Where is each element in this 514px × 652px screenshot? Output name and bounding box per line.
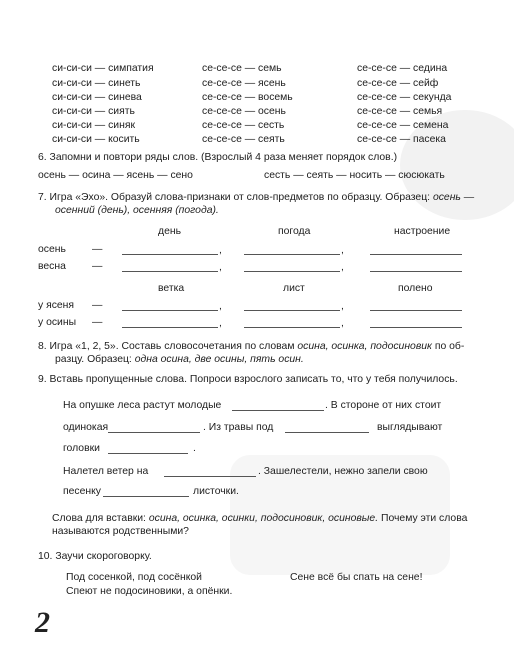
answer-blank[interactable]: [370, 310, 462, 311]
answer-blank[interactable]: [370, 271, 462, 272]
syllable-item: си-си-си — синева: [52, 92, 142, 103]
answer-blank[interactable]: [244, 310, 340, 311]
answer-blank[interactable]: [285, 432, 369, 433]
syllable-item: се-се-се — семья: [357, 106, 443, 117]
header-poleno: полено: [398, 283, 433, 294]
task-9-p1-b: . В стороне от них стоит: [325, 400, 442, 411]
syllable-item: се-се-се — восемь: [202, 92, 293, 103]
syllable-item: се-се-се — седина: [357, 63, 448, 74]
answer-blank[interactable]: [164, 476, 256, 477]
task-7-title-text: 7. Игра «Эхо». Образуй слова-признаки от слов-предметов по образцу. Образец:: [38, 192, 431, 203]
header-vetka: ветка: [158, 283, 185, 294]
answer-blank[interactable]: [370, 254, 462, 255]
comma: ,: [219, 318, 222, 329]
comma: ,: [219, 262, 222, 273]
task-9-title: 9. Вставь пропущенные слова. Попроси взрослого записать то, что у тебя получилось.: [38, 374, 458, 385]
syllable-item: се-се-се — ясень: [202, 78, 286, 89]
comma: ,: [219, 245, 222, 256]
task-9-p4-b: . Зашелестели, нежно запели свою: [258, 466, 428, 477]
task-7-title: [38, 192, 474, 204]
answer-blank[interactable]: [122, 327, 218, 328]
tongue-twister-line-1: Под сосенкой, под сосёнкой: [66, 572, 202, 583]
task-9-p2-b: . Из травы под: [203, 422, 274, 433]
answer-blank[interactable]: [108, 453, 188, 454]
task-8-line-2: [55, 354, 304, 366]
task-9-question: Почему эти слова: [380, 513, 468, 524]
dash: —: [92, 317, 103, 328]
task-9-p3-b: .: [193, 443, 196, 454]
task-9-p3-a: головки: [63, 443, 100, 454]
task-8-example: одна осина, две осины, пять осин.: [134, 354, 304, 365]
answer-blank[interactable]: [122, 310, 218, 311]
task-7-example-start: осень —: [432, 192, 475, 203]
task-8-text: 8. Игра «1, 2, 5». Составь словосочетания по словам: [38, 341, 295, 352]
answer-blank[interactable]: [244, 327, 340, 328]
row-label-u-yasenya: у ясеня: [38, 300, 75, 311]
syllable-item: се-се-се — осень: [202, 106, 286, 117]
comma: ,: [341, 318, 344, 329]
header-list: лист: [283, 283, 305, 294]
answer-blank[interactable]: [244, 271, 340, 272]
syllable-item: си-си-си — косить: [52, 134, 140, 145]
header-den: день: [158, 226, 181, 237]
row-label-u-osiny: у осины: [38, 317, 77, 328]
header-nastroenie: настроение: [394, 226, 451, 237]
answer-blank[interactable]: [370, 327, 462, 328]
task-10-title: 10. Заучи скороговорку.: [38, 551, 152, 562]
task-9-p2-a: одинокая: [63, 422, 109, 433]
answer-blank[interactable]: [108, 432, 200, 433]
answer-blank[interactable]: [122, 271, 218, 272]
page-number: 2: [35, 606, 50, 639]
task-6-title: 6. Запомни и повтори ряды слов. (Взрослый 4 раза меняет порядок слов.): [38, 152, 398, 163]
tongue-twister-right: Сене всё бы спать на сене!: [290, 572, 423, 583]
comma: ,: [341, 245, 344, 256]
syllable-item: си-си-си — симпатия: [52, 63, 154, 74]
syllable-item: се-се-се — сейф: [357, 78, 439, 89]
task-9-words-list: осина, осинка, осинки, подосиновик, осиновые.: [148, 513, 379, 524]
task-6-row-1: осень — осина — ясень — сено: [38, 170, 193, 181]
task-8-words: осина, осинка, подосиновик: [297, 341, 432, 352]
header-pogoda: погода: [278, 226, 311, 237]
answer-blank[interactable]: [244, 254, 340, 255]
answer-blank[interactable]: [103, 496, 189, 497]
task-8-text-end: по об-: [434, 341, 465, 352]
task-9-p4-a: Налетел ветер на: [63, 466, 149, 477]
syllable-item: се-се-се — секунда: [357, 92, 452, 103]
task-8-line-1: [38, 341, 464, 353]
syllable-item: се-се-се — сеять: [202, 134, 285, 145]
syllable-item: се-се-се — пасека: [357, 134, 446, 145]
row-label-osen: осень: [38, 244, 66, 255]
answer-blank[interactable]: [122, 254, 218, 255]
syllable-item: се-се-се — семь: [202, 63, 282, 74]
task-9-p2-c: выглядывают: [377, 422, 443, 433]
answer-blank[interactable]: [232, 410, 324, 411]
dash: —: [92, 300, 103, 311]
task-9-words-line-2: называются родственными?: [52, 526, 189, 537]
comma: ,: [219, 301, 222, 312]
task-9-p1-a: На опушке леса растут молодые: [63, 400, 222, 411]
comma: ,: [341, 262, 344, 273]
task-8-example-label: разцу. Образец:: [55, 354, 132, 365]
row-label-vesna: весна: [38, 261, 66, 272]
task-7-example: осенний (день), осенняя (погода).: [55, 205, 219, 216]
task-9-words-label: Слова для вставки:: [52, 513, 146, 524]
syllable-item: си-си-си — синеть: [52, 78, 141, 89]
syllable-item: си-си-си — синяк: [52, 120, 135, 131]
task-6-row-2: сесть — сеять — носить — сюсюкать: [264, 170, 445, 181]
syllable-item: си-си-си — сиять: [52, 106, 135, 117]
task-9-p5-b: листочки.: [193, 486, 239, 497]
tongue-twister-line-2: Спеют не подосиновики, а опёнки.: [66, 586, 233, 597]
syllable-item: се-се-се — семена: [357, 120, 449, 131]
dash: —: [92, 244, 103, 255]
dash: —: [92, 261, 103, 272]
task-9-words-line-1: [52, 513, 467, 525]
syllable-item: се-се-се — сесть: [202, 120, 285, 131]
task-9-p5-a: песенку: [63, 486, 101, 497]
comma: ,: [341, 301, 344, 312]
